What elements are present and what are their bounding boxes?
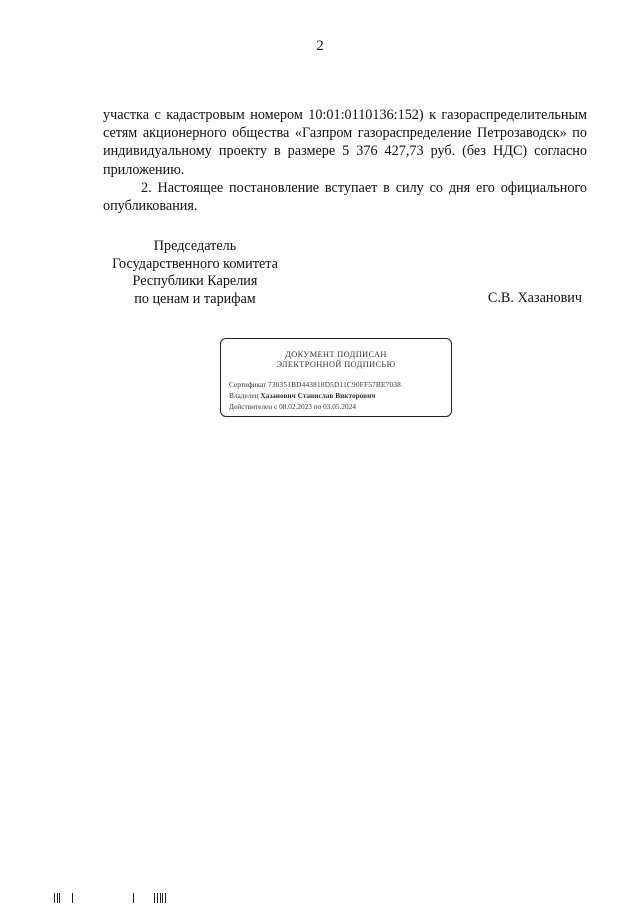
valid-from-date: 08.02.2023	[279, 402, 312, 411]
signatory-title-line: Государственного комитета	[112, 255, 278, 272]
valid-to-date: 03.05.2024	[323, 402, 356, 411]
certificate-value: 730351BD443818D5D11C90FF57BE7038	[267, 380, 402, 389]
stamp-heading-line: ДОКУМЕНТ ПОДПИСАН	[285, 350, 387, 359]
stamp-validity-row	[229, 402, 356, 412]
signatory-name: С.В. Хазанович	[487, 290, 582, 306]
paragraph-2: 2. Настоящее постановление вступает в силу со дня его официального опубликования.	[103, 179, 587, 215]
stamp-heading-line: ЭЛЕКТРОННОЙ ПОДПИСЬЮ	[276, 360, 396, 369]
owner-value: Хазанович Станислав Викторович	[260, 391, 376, 400]
owner-label: Владелец	[229, 391, 259, 400]
signatory-title-line: Республики Карелия	[132, 273, 258, 289]
valid-to-label: по	[313, 402, 322, 411]
signatory-title-line: по ценам и тарифам	[134, 290, 256, 307]
stamp-owner-row	[229, 391, 375, 401]
stamp-certificate-row	[229, 380, 401, 390]
valid-from-label: Действителен с	[229, 402, 278, 411]
document-body	[103, 106, 587, 215]
signatory-title	[100, 238, 290, 308]
stamp-heading	[221, 350, 451, 370]
page-number: 2	[316, 38, 324, 54]
paragraph-1: участка с кадастровым номером 10:01:0110136:152) к газораспределительным сетям акционерного общества «Газпром газораспределение Петрозаводск» по индивидуальному проекту в размере 5 376 427,73 руб. (без НДС) согласно приложению.	[103, 107, 587, 178]
certificate-label: Сертификат	[229, 380, 267, 389]
signatory-title-line: Председатель	[153, 238, 237, 254]
electronic-signature-stamp	[220, 338, 452, 417]
